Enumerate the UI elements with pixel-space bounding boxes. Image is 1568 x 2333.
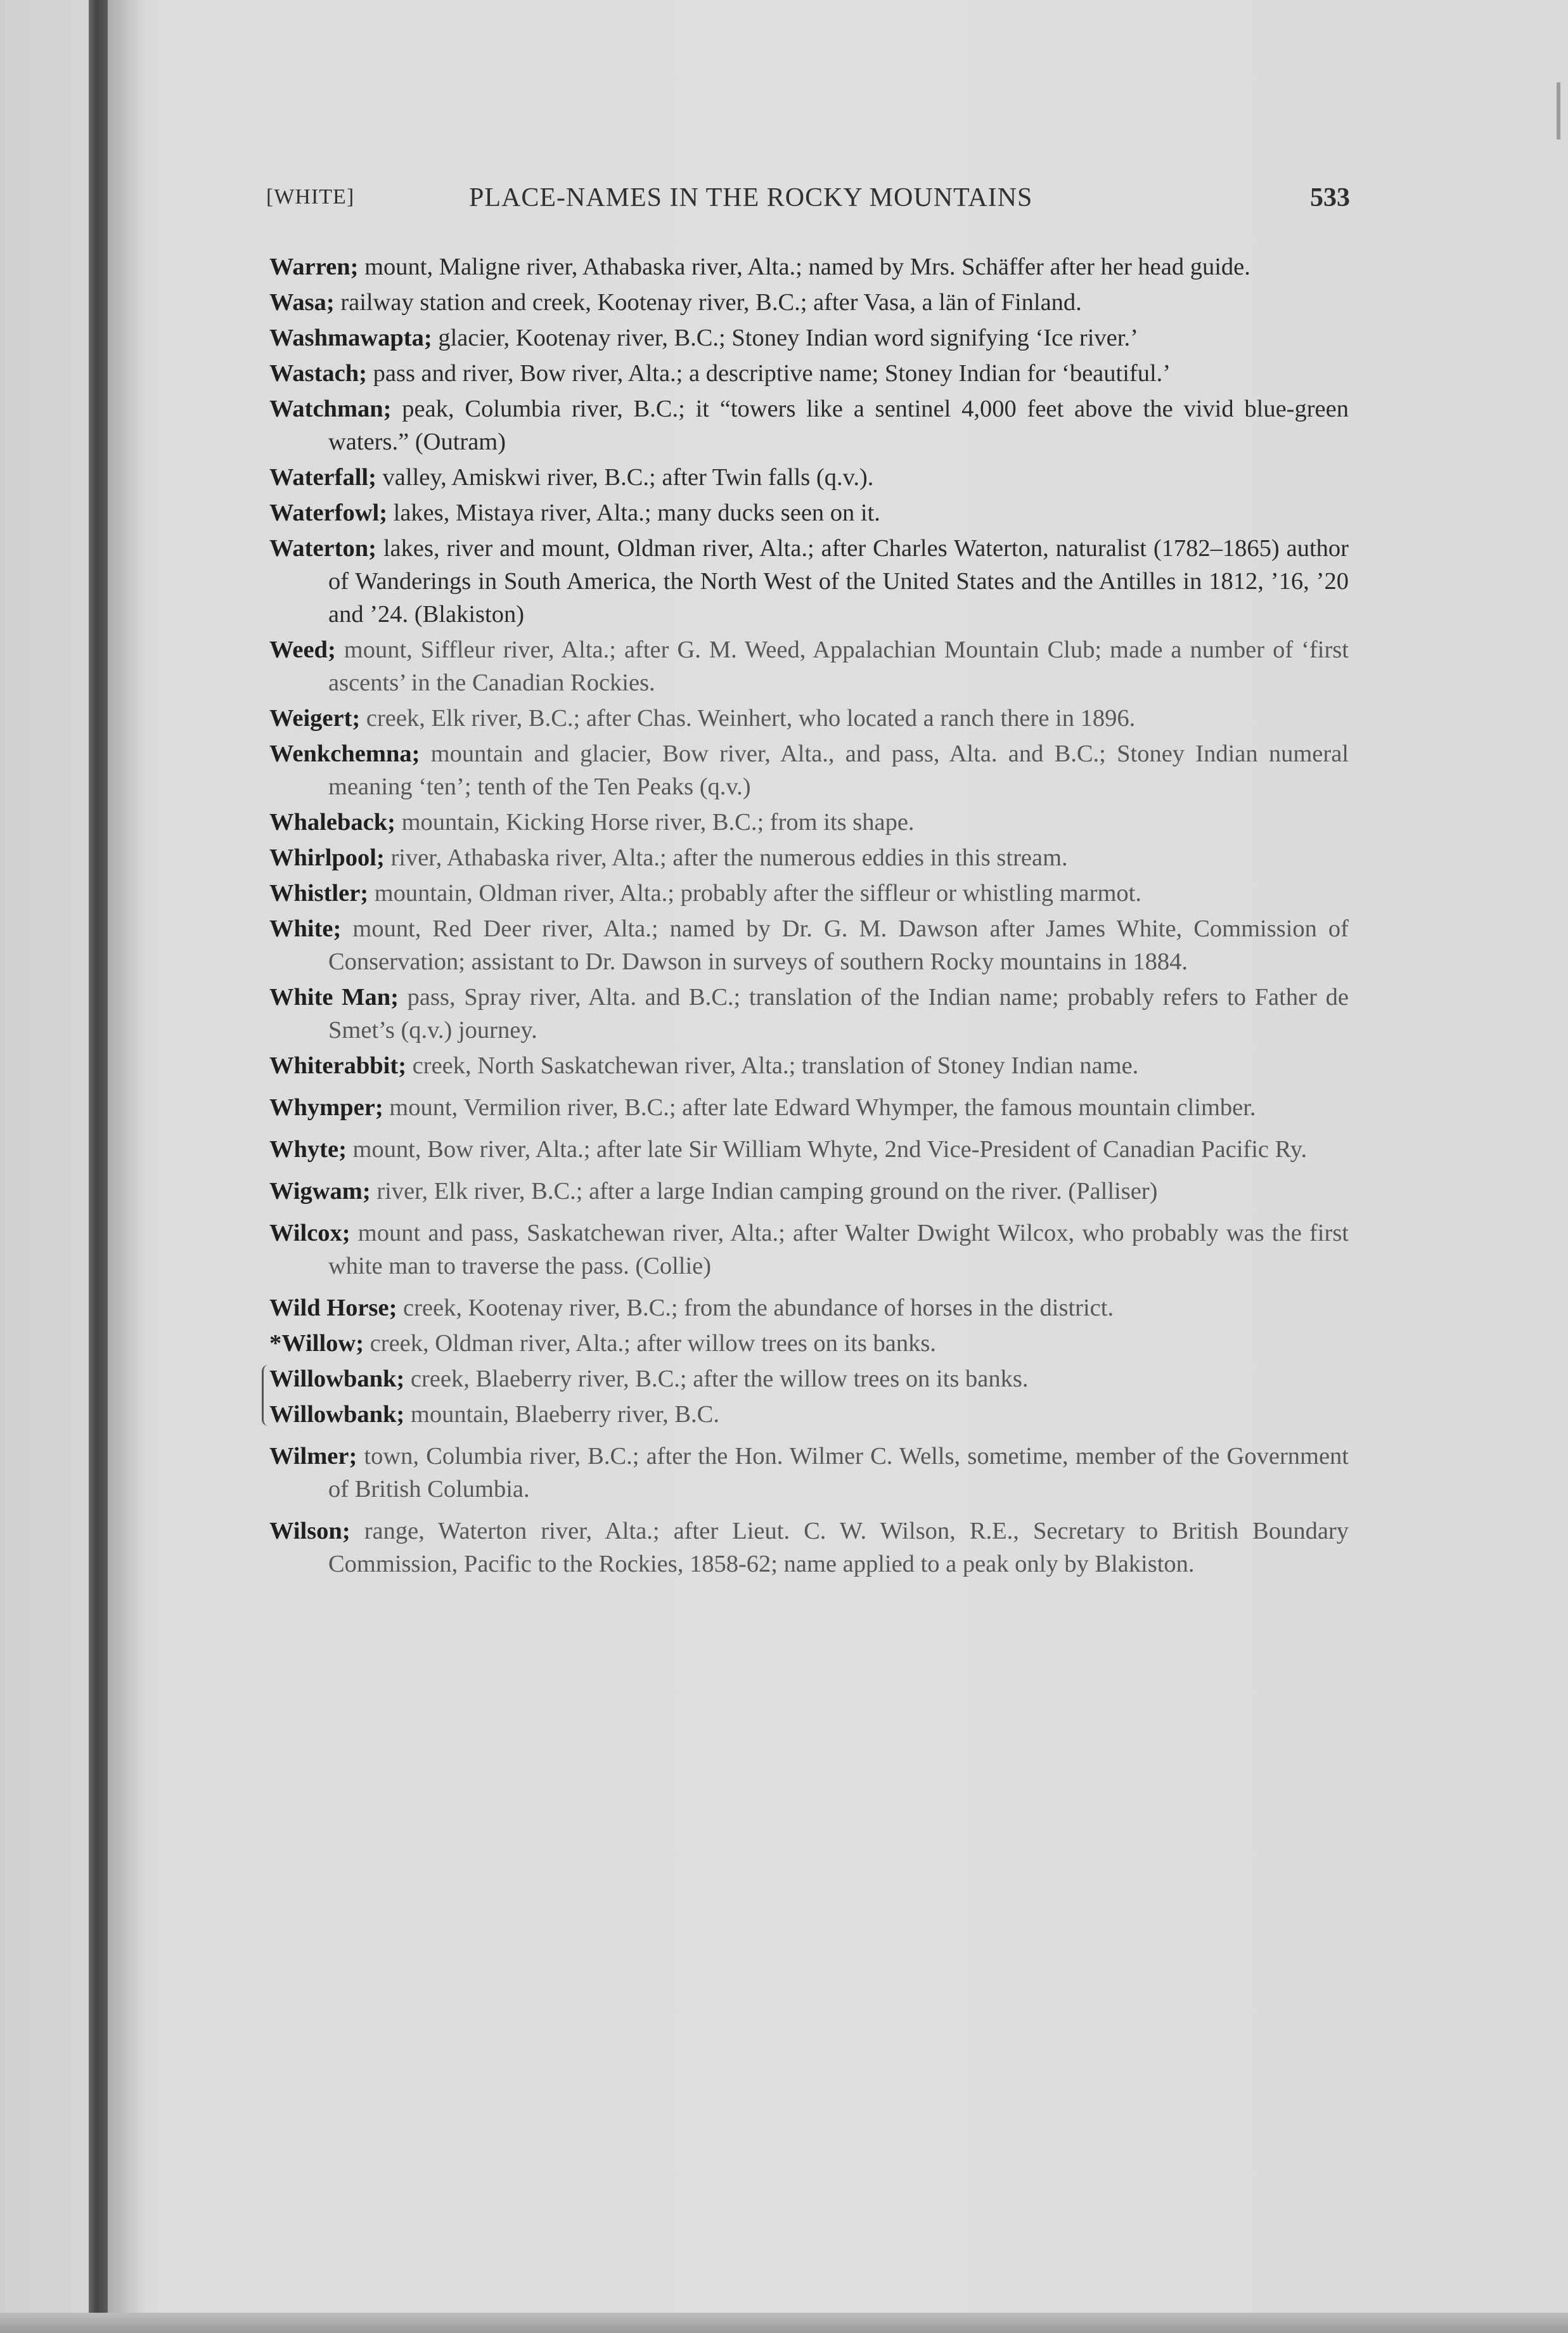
- entry-name: Weigert;: [269, 705, 361, 732]
- entry: [269, 1091, 1349, 1124]
- entry-text: glacier, Kootenay river, B.C.; Stoney Indian word signifying ‘Ice river.’: [432, 325, 1138, 351]
- entry-name: Wild Horse;: [269, 1295, 397, 1321]
- page-edge-mark: [1557, 82, 1560, 139]
- entry: [269, 250, 1349, 283]
- entry: [269, 1217, 1349, 1283]
- entry-name: Whymper;: [269, 1094, 383, 1121]
- entry-name: Warren;: [269, 254, 359, 280]
- page-bottom-edge: [0, 2313, 1568, 2333]
- entry-name: White Man;: [269, 984, 399, 1011]
- entry-name: Wasa;: [269, 289, 335, 316]
- entry: [269, 286, 1349, 319]
- entry-text: pass, Spray river, Alta. and B.C.; translation of the Indian name; probably refers to Father de Smet’s (q.v.) journey.: [328, 984, 1349, 1044]
- entry: [269, 737, 1349, 803]
- gazetteer-entries: [269, 250, 1349, 1583]
- entry: [269, 461, 1349, 494]
- entry-name: Washmawapta;: [269, 325, 432, 351]
- entry-name: Whirlpool;: [269, 844, 385, 871]
- entry-name: *Willow;: [269, 1330, 364, 1357]
- book-spine: [89, 0, 108, 2333]
- entry-text: mountain, Oldman river, Alta.; probably after the siffleur or whistling marmot.: [368, 880, 1141, 907]
- entry: [269, 1175, 1349, 1208]
- entry-text: railway station and creek, Kootenay river, B.C.; after Vasa, a län of Finland.: [334, 289, 1082, 316]
- entry-name: Waterfowl;: [269, 500, 388, 526]
- entry-text: creek, North Saskatchewan river, Alta.; translation of Stoney Indian name.: [406, 1052, 1139, 1079]
- entry: [269, 321, 1349, 354]
- willowbank-group: [269, 1362, 1349, 1431]
- entry-text: mount, Maligne river, Athabaska river, Alta.; named by Mrs. Schäffer after her head guide.: [358, 254, 1250, 280]
- entry: [269, 1133, 1349, 1166]
- entry-name: Waterton;: [269, 535, 376, 562]
- entry-text: valley, Amiskwi river, B.C.; after Twin falls (q.v.).: [376, 464, 874, 491]
- entry-text: peak, Columbia river, B.C.; it “towers like a sentinel 4,000 feet above the vivid blue-green waters.” (Outram): [328, 396, 1349, 455]
- entry-name: Whiterabbit;: [269, 1052, 407, 1079]
- entry-name: Willowbank;: [269, 1401, 405, 1428]
- entry-name: White;: [269, 915, 342, 942]
- entry-text: mountain and glacier, Bow river, Alta., and pass, Alta. and B.C.; Stoney Indian numeral meaning ‘ten’; tenth of the Ten Peaks (q.v.): [328, 740, 1349, 800]
- entry: [269, 1515, 1349, 1580]
- entry-text: mount, Siffleur river, Alta.; after G. M. Weed, Appalachian Mountain Club; made a number of ‘first ascents’ in the Canadian Rockies.: [328, 637, 1349, 696]
- entry-text: mount, Vermilion river, B.C.; after late Edward Whymper, the famous mountain climber.: [383, 1094, 1256, 1121]
- entry-text: river, Elk river, B.C.; after a large Indian camping ground on the river. (Palliser): [370, 1178, 1158, 1205]
- entry: [269, 392, 1349, 458]
- entry: [269, 1362, 1349, 1395]
- entry-name: Whistler;: [269, 880, 369, 907]
- entry: [269, 981, 1349, 1047]
- entry-text: creek, Oldman river, Alta.; after willow trees on its banks.: [364, 1330, 936, 1357]
- entry-name: Willowbank;: [269, 1366, 405, 1392]
- entry-text: lakes, Mistaya river, Alta.; many ducks seen on it.: [387, 500, 880, 526]
- entry: [269, 532, 1349, 631]
- entry-name: Wenkchemna;: [269, 740, 420, 767]
- entry: [269, 1398, 1349, 1431]
- entry-text: mount and pass, Saskatchewan river, Alta.; after Walter Dwight Wilcox, who probably was the first white man to traverse the pass. (Collie): [328, 1220, 1349, 1279]
- entry-name: Wilmer;: [269, 1443, 357, 1470]
- entry: [269, 1327, 1349, 1360]
- entry-name: Watchman;: [269, 396, 392, 422]
- entry-text: range, Waterton river, Alta.; after Lieut. C. W. Wilson, R.E., Secretary to British Boundary Commission, Pacific to the Rockies, 1858-62; name applied to a peak only by Blakiston.: [328, 1518, 1349, 1577]
- entry-text: creek, Blaeberry river, B.C.; after the willow trees on its banks.: [404, 1366, 1029, 1392]
- entry: [269, 806, 1349, 839]
- entry-name: Wilson;: [269, 1518, 350, 1544]
- entry-name: Whyte;: [269, 1136, 347, 1163]
- entry-name: Wilcox;: [269, 1220, 350, 1246]
- entry-name: Wigwam;: [269, 1178, 371, 1205]
- entry: [269, 496, 1349, 529]
- entry-text: creek, Kootenay river, B.C.; from the abundance of horses in the district.: [397, 1295, 1114, 1321]
- brace-mark: [262, 1365, 270, 1426]
- entry-text: mount, Red Deer river, Alta.; named by Dr. G. M. Dawson after James White, Commission of Conservation; assistant to Dr. Dawson in surveys of southern Rocky mountains in 1884.: [328, 915, 1349, 975]
- entry: [269, 702, 1349, 735]
- page-number: 533: [1310, 183, 1350, 212]
- entry-text: mountain, Kicking Horse river, B.C.; from its shape.: [395, 809, 915, 836]
- entry: [269, 841, 1349, 874]
- entry: [269, 633, 1349, 699]
- entry: [269, 877, 1349, 910]
- entry-name: Whaleback;: [269, 809, 395, 836]
- entry: [269, 912, 1349, 978]
- header-title: PLACE-NAMES IN THE ROCKY MOUNTAINS: [469, 183, 1033, 212]
- entry: [269, 1291, 1349, 1324]
- entry-name: Wastach;: [269, 360, 367, 387]
- entry: [269, 1049, 1349, 1082]
- entry: [269, 357, 1349, 390]
- entry-text: creek, Elk river, B.C.; after Chas. Weinhert, who located a ranch there in 1896.: [360, 705, 1136, 732]
- entry: [269, 1440, 1349, 1506]
- spine-shadow: [108, 0, 146, 2333]
- entry-name: Weed;: [269, 637, 336, 663]
- entry-text: river, Athabaska river, Alta.; after the numerous eddies in this stream.: [384, 844, 1068, 871]
- running-header: [266, 183, 1350, 221]
- header-section: [WHITE]: [266, 185, 355, 209]
- entry-text: mount, Bow river, Alta.; after late Sir William Whyte, 2nd Vice-President of Canadian Pacific Ry.: [346, 1136, 1308, 1163]
- entry-text: mountain, Blaeberry river, B.C.: [404, 1401, 719, 1428]
- entry-text: pass and river, Bow river, Alta.; a descriptive name; Stoney Indian for ‘beautiful.’: [367, 360, 1171, 387]
- entry-text: town, Columbia river, B.C.; after the Hon. Wilmer C. Wells, sometime, member of the Government of British Columbia.: [328, 1443, 1349, 1503]
- entry-text: lakes, river and mount, Oldman river, Alta.; after Charles Waterton, naturalist (1782–1865) author of Wanderings in South America, the North West of the United States and the Antilles in 1812, ’16, ’20 and ’24. (Blakiston): [328, 535, 1349, 628]
- entry-name: Waterfall;: [269, 464, 376, 491]
